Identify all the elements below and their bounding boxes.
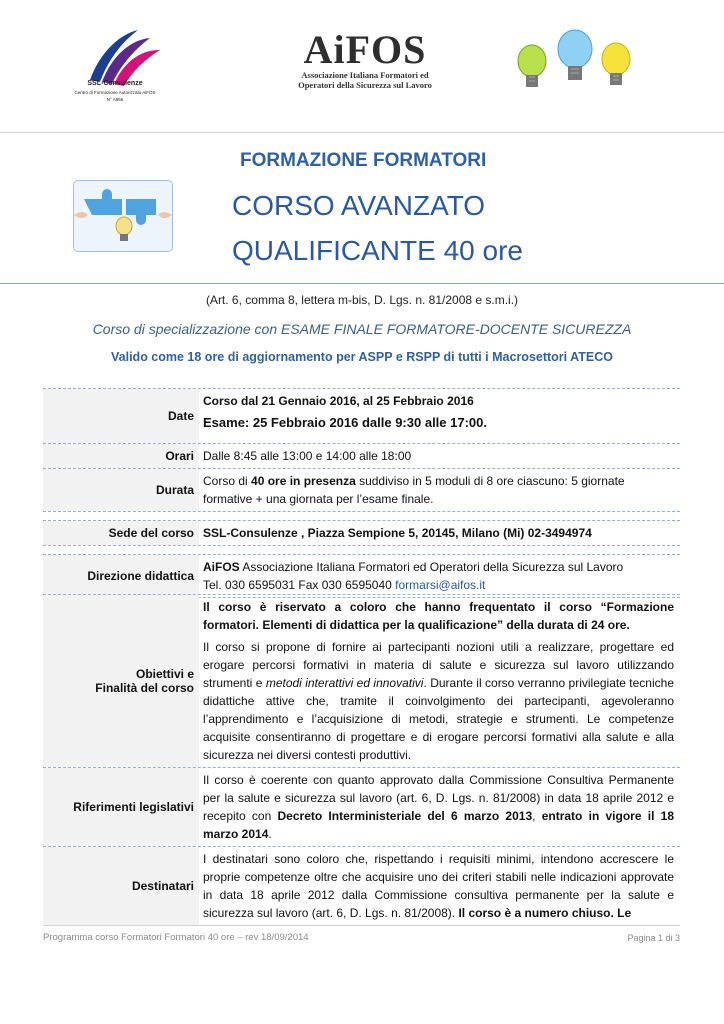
duration-post: suddiviso in 5 moduli di 8 ore ciascuno: 5 giornate formative + una giornata per l’esame finale.	[203, 474, 625, 506]
legal-effective-date: entrato in vigore il 18 marzo 2014	[203, 809, 674, 841]
course-details-table	[43, 594, 680, 925]
table-row-recipients	[43, 847, 680, 925]
direction-org-full: Associazione Italiana Formatori ed Operatori della Sicurezza sul Lavoro	[239, 560, 624, 574]
legal-decree: Decreto Interministeriale del 6 marzo 2013	[277, 809, 533, 823]
validity-note: Valido come 18 ore di aggiornamento per ASPP e RSPP di tutti i Macrosettori ATECO	[111, 350, 613, 364]
footer-page-number: Pagina 1 di 3	[627, 933, 680, 943]
exam-date: Esame: 25 Febbraio 2016 dalle 9:30 alle 17:00.	[203, 415, 487, 430]
course-specialization: Corso di specializzazione con ESAME FINALE FORMATORE-DOCENTE SICUREZZA	[92, 321, 632, 337]
objectives-label-line-2: Finalità del corso	[95, 681, 194, 695]
table-row-direction	[43, 554, 680, 598]
legal-text-c: .	[268, 827, 272, 841]
ssl-logo-name: SSL-Consulenze	[87, 80, 143, 87]
duration-bold: 40 ore in presenza	[251, 474, 356, 488]
aifos-subtitle-line-2: Operatori della Sicurezza sul Lavoro	[298, 80, 432, 90]
footer-document-title: Programma corso Formatori Formatori 40 ore – rev 18/09/2014	[43, 932, 309, 943]
recipients-closed-number: Il corso è a numero chiuso. Le	[458, 906, 632, 920]
objectives-label-line-1: Obiettivi e	[135, 667, 194, 681]
ssl-consulenze-logo	[60, 22, 170, 122]
duration-pre: Corso di	[203, 474, 252, 488]
direction-line-1	[203, 558, 674, 576]
direction-value	[199, 555, 680, 597]
aifos-subtitle-line-1: Associazione Italiana Formatori ed	[301, 70, 429, 80]
title-divider	[0, 283, 724, 284]
objectives-text-b: . Durante il corso verranno privilegiate tecniche didattiche attive che, tramite il coinvolgimento dei partecipanti, agevoleranno l’apprendimento e l’acquisizione di metodi, strategie e strumenti. Le competenze acquisite consentiranno di progettare e di erogare percorsi formativi alla salute e alla sicurezza nei diversi contesti produttivi.	[203, 676, 674, 762]
legal-text-b: ,	[532, 809, 542, 823]
ssl-logo-number: N° A856	[106, 97, 124, 102]
direction-org: AiFOS	[203, 560, 240, 574]
legal-reference: (Art. 6, comma 8, lettera m-bis, D. Lgs. n. 81/2008 e s.m.i.)	[205, 293, 519, 307]
objectives-value	[199, 595, 680, 767]
contact-email-link[interactable]: formarsi@aifos.it	[395, 578, 486, 592]
direction-line-2	[203, 576, 674, 594]
objectives-text-a: Il corso si propone di fornire ai partecipanti nozioni utili a realizzare, progettare ed erogare percorsi formativi in materia di salute e sicurezza sul lavoro utilizzando strumenti e	[203, 640, 674, 690]
venue-value: SSL-Consulenze , Piazza Sempione 5, 20145, Milano (Mi) 02-3494974	[203, 526, 592, 540]
duration-value	[199, 469, 680, 511]
course-info-table	[43, 388, 680, 598]
footer-divider	[43, 925, 680, 926]
recipients-text: I destinatari sono coloro che, rispettando i requisiti minimi, intendono accrescere le proprie competenze oltre che acquisire uno dei criteri stabili nelle indicazioni approvate in data 18 aprile 2012 dalla Commissione consultiva permanente per la salute e sicurezza sul lavoro (art. 6, D. Lgs. n. 81/2008).	[203, 852, 674, 920]
direction-phone: Tel. 030 6595031 Fax 030 6595040	[203, 578, 396, 592]
course-kicker: FORMAZIONE FORMATORI	[240, 150, 487, 171]
course-dates: Corso dal 21 Gennaio 2016, al 25 Febbraio 2016	[203, 394, 474, 408]
puzzle-bulb-image	[73, 180, 173, 252]
objectives-description	[203, 638, 674, 764]
hours-label: Orari	[43, 444, 199, 468]
duration-label: Durata	[43, 469, 199, 511]
header-divider	[0, 132, 724, 133]
aifos-wordmark: AiFOS	[303, 27, 427, 72]
legal-value	[199, 768, 680, 846]
recipients-value	[199, 847, 680, 925]
table-row-hours	[43, 444, 680, 469]
ssl-logo-subtitle: Centro di Formazione Autorizzato AiFOS	[74, 90, 156, 95]
objectives-label	[43, 595, 199, 767]
table-row-date	[43, 389, 680, 444]
table-row-venue	[43, 520, 680, 546]
legal-label: Riferimenti legislativi	[43, 768, 199, 846]
recipients-label: Destinatari	[43, 847, 199, 925]
direction-label: Direzione didattica	[43, 555, 199, 597]
aifos-logo	[270, 27, 460, 90]
light-bulbs-icon	[510, 25, 640, 105]
table-row-objectives	[43, 595, 680, 768]
date-value	[199, 389, 680, 443]
objectives-text-italic: metodi interattivi ed innovativi	[265, 676, 424, 690]
legal-text-a: Il corso è coerente con quanto approvato dalla Commissione Consultiva Permanente per la salute e sicurezza sul lavoro (art. 6, D. Lgs. n. 81/2008) in data 18 aprile 2012 e recepito con	[203, 773, 674, 823]
page-title-line-1: CORSO AVANZATO	[232, 190, 486, 221]
date-label: Date	[43, 389, 199, 443]
table-row-legal	[43, 768, 680, 847]
hours-value: Dalle 8:45 alle 13:00 e 14:00 alle 18:00	[203, 449, 412, 463]
table-row-duration	[43, 469, 680, 512]
objectives-requirement: Il corso è riservato a coloro che hanno frequentato il corso “Formazione formatori. Elementi di didattica per la qualificazione” della durata di 24 ore.	[203, 600, 674, 632]
page-title-line-2: QUALIFICANTE 40 ore	[232, 235, 523, 266]
venue-label: Sede del corso	[43, 521, 199, 545]
